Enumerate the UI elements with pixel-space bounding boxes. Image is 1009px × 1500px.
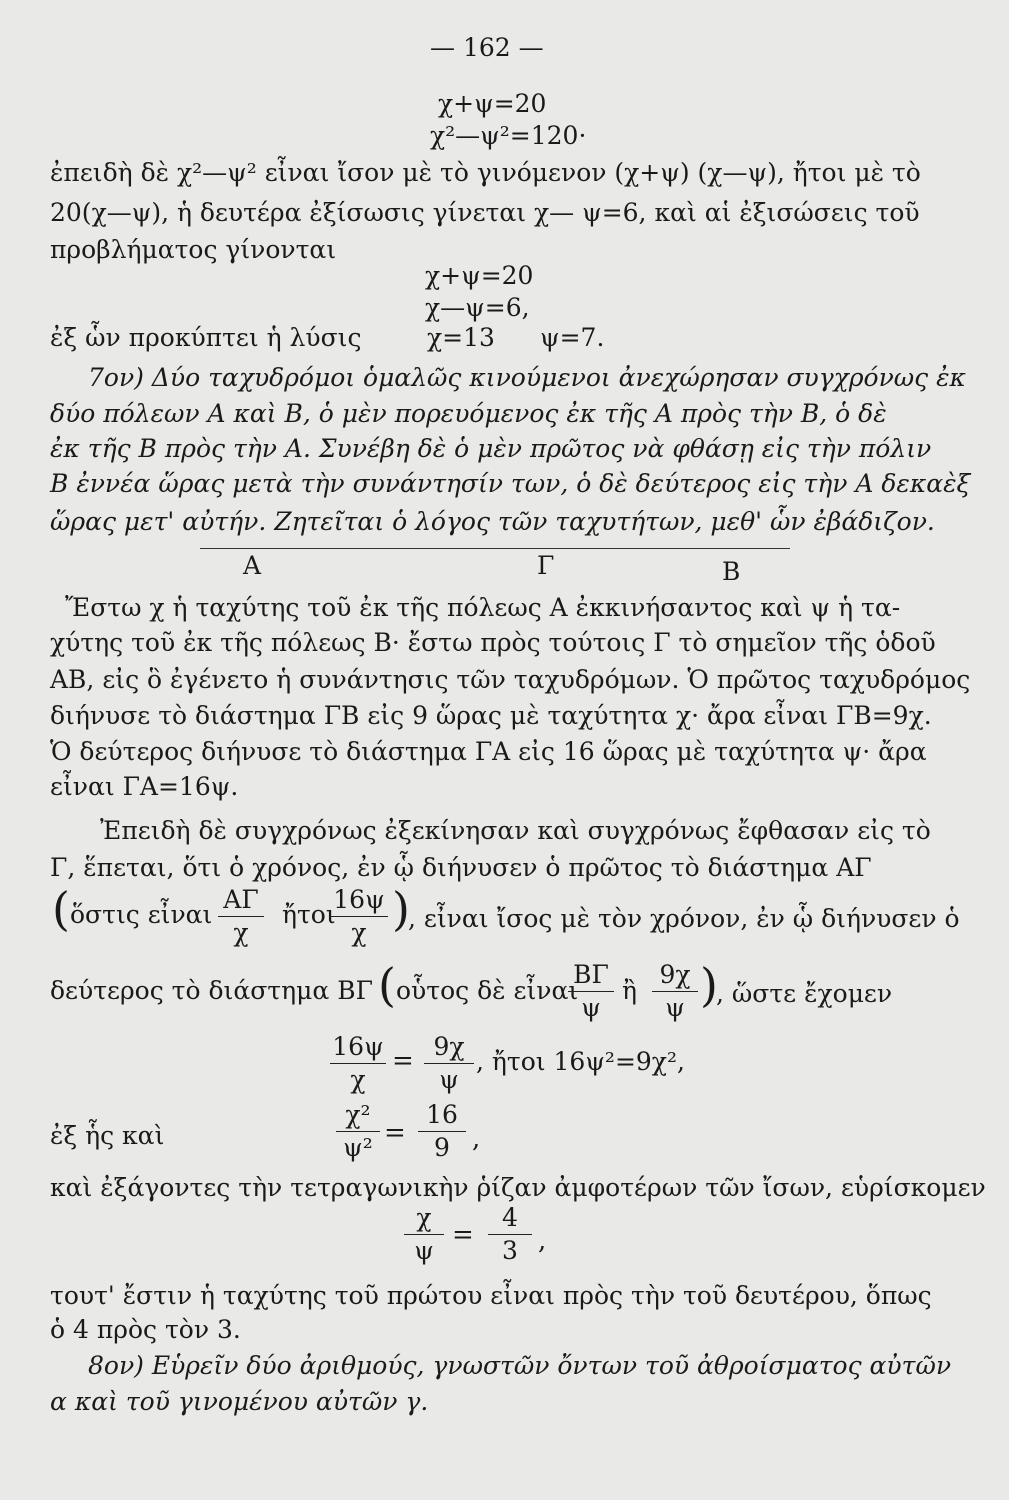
fraction-numerator: 9χ xyxy=(659,960,691,989)
fraction-bar xyxy=(424,1063,474,1064)
solution-y: ψ=7. xyxy=(540,323,605,352)
reasoning-line-3-end: , εἶναι ἴσος μὲ τὸν χρόνον, ἐν ᾧ διήνυσεν ὁ xyxy=(408,904,960,933)
reasoning-line-3-middle: ἤτοι xyxy=(282,900,336,929)
fraction-numerator: 16ψ xyxy=(332,1032,384,1061)
paragraph-1-line-2: 20(χ—ψ), ἡ δευτέρα ἐξίσωσις γίνεται χ— ψ=6, καὶ αἱ ἐξισώσεις τοῦ xyxy=(50,198,920,227)
fraction-denominator: 3 xyxy=(502,1236,518,1265)
fraction-denominator: χ xyxy=(351,918,367,947)
solution-x: χ=13 xyxy=(427,323,495,352)
fraction-bar xyxy=(652,991,698,992)
fraction-9x-over-y xyxy=(652,960,698,1023)
fraction-ag-over-x xyxy=(218,885,264,948)
reasoning-line-3-start: ὅστις εἶναι xyxy=(70,900,213,929)
fraction-numerator: 16 xyxy=(426,1100,458,1129)
solution-paragraph-line-6: εἶναι ΓΑ=16ψ. xyxy=(50,772,239,801)
problem-7-line-2: δύο πόλεων Α καὶ Β, ὁ μὲν πορευόμενος ἐκ τῆς Α πρὸς τὴν Β, ὁ δὲ xyxy=(50,399,887,428)
problem-7-line-1: 7ον) Δύο ταχυδρόμοι ὁμαλῶς κινούμενοι ἀνεχώρησαν συγχρόνως ἐκ xyxy=(88,363,966,392)
close-parenthesis-1: ) xyxy=(392,882,410,936)
fraction-bar xyxy=(404,1234,444,1235)
fraction-bar xyxy=(330,1063,386,1064)
fraction-16y-over-x xyxy=(330,885,388,948)
paragraph-1-line-3: προβλήματος γίνονται xyxy=(50,235,337,264)
solution-paragraph-line-1: Ἔστω χ ἡ ταχύτης τοῦ ἐκ τῆς πόλεως Α ἐκκινήσαντος καὶ ψ ἡ τα- xyxy=(65,593,901,622)
fraction-numerator: 9χ xyxy=(433,1032,465,1061)
equation-1-left-fraction xyxy=(330,1032,386,1095)
fraction-denominator: 9 xyxy=(434,1133,450,1162)
fraction-denominator: ψ xyxy=(439,1065,459,1094)
equation-system-2-line-1: χ+ψ=20 xyxy=(425,261,534,290)
solution-paragraph-line-5: Ὁ δεύτερος διήνυσε τὸ διάστημα ΓΑ εἰς 16 ὥρας μὲ ταχύτητα ψ· ἄρα xyxy=(50,737,927,766)
fraction-numerator: χ xyxy=(416,1203,432,1232)
fraction-denominator: ψ² xyxy=(343,1133,373,1162)
equation-3-right-fraction xyxy=(488,1203,532,1266)
road-point-b-label: Β xyxy=(722,557,741,586)
solution-paragraph-line-2: χύτης τοῦ ἐκ τῆς πόλεως Β· ἔστω πρὸς τούτοις Γ τὸ σημεῖον τῆς ὁδοῦ xyxy=(50,628,936,657)
open-parenthesis-1: ( xyxy=(52,882,70,936)
equation-2-left-fraction xyxy=(336,1100,380,1163)
reasoning-line-4-middle: οὗτος δὲ εἶναι xyxy=(396,976,579,1005)
equation-system-2-line-2: χ—ψ=6, xyxy=(425,293,530,322)
fraction-numerator: ΑΓ xyxy=(223,885,259,914)
equation-2-comma: , xyxy=(472,1124,481,1154)
reasoning-line-4-or: ἢ xyxy=(622,976,637,1005)
open-parenthesis-2: ( xyxy=(378,958,396,1012)
road-diagram-line xyxy=(200,548,790,549)
fraction-numerator: χ² xyxy=(345,1100,371,1129)
solution-paragraph-line-3: ΑΒ, εἰς ὃ ἐγένετο ἡ συνάντησις τῶν ταχυδρόμων. Ὁ πρῶτος ταχυδρόμος xyxy=(50,665,971,694)
equation-2-right-fraction xyxy=(418,1100,466,1163)
road-point-a-label: Α xyxy=(243,551,262,580)
reasoning-line-1: Ἐπειδὴ δὲ συγχρόνως ἐξεκίνησαν καὶ συγχρόνως ἔφθασαν εἰς τὸ xyxy=(100,816,931,845)
problem-8-line-1: 8ον) Εὑρεῖν δύο ἀριθμούς, γνωστῶν ὄντων τοῦ ἀθροίσματος αὐτῶν xyxy=(88,1351,952,1380)
equation-3-equals: = xyxy=(452,1220,474,1250)
fraction-bar xyxy=(218,916,264,917)
reasoning-line-2: Γ, ἕπεται, ὅτι ὁ χρόνος, ἐν ᾧ διήνυσεν ὁ πρῶτος τὸ διάστημα ΑΓ xyxy=(50,853,872,882)
page-number: — 162 — xyxy=(430,33,544,62)
fraction-denominator: ψ xyxy=(414,1236,434,1265)
problem-8-line-2: α καὶ τοῦ γινομένου αὐτῶν γ. xyxy=(50,1387,429,1416)
equation-1-equals: = xyxy=(392,1046,414,1076)
equation-system-1-line-1: χ+ψ=20 xyxy=(438,89,547,118)
fraction-numerator: 16ψ xyxy=(333,885,385,914)
fraction-denominator: χ xyxy=(233,918,249,947)
solution-paragraph-line-4: διήνυσε τὸ διάστημα ΓΒ εἰς 9 ὥρας μὲ ταχύτητα χ· ἄρα εἶναι ΓΒ=9χ. xyxy=(50,701,932,730)
fraction-numerator: 4 xyxy=(502,1203,518,1232)
equation-3-comma: , xyxy=(538,1226,547,1256)
equation-1-tail: , ἤτοι 16ψ²=9χ², xyxy=(476,1047,685,1076)
fraction-denominator: ψ xyxy=(665,993,685,1022)
fraction-bar xyxy=(418,1131,466,1132)
equation-3-left-fraction xyxy=(404,1203,444,1266)
problem-7-line-3: ἐκ τῆς Β πρὸς τὴν Α. Συνέβη δὲ ὁ μὲν πρῶτος νὰ φθάσῃ εἰς τὴν πόλιν xyxy=(50,434,932,463)
fraction-bar xyxy=(488,1234,532,1235)
fraction-denominator: χ xyxy=(350,1065,366,1094)
fraction-bg-over-y xyxy=(568,960,614,1023)
solution-lead-text: ἐξ ὧν προκύπτει ἡ λύσις xyxy=(50,323,362,352)
fraction-bar xyxy=(568,991,614,992)
equation-2-lead: ἐξ ἧς καὶ xyxy=(50,1121,165,1150)
road-point-g-label: Γ xyxy=(537,551,555,580)
conclusion-line-2: ὁ 4 πρὸς τὸν 3. xyxy=(50,1315,241,1344)
paragraph-1-line-1: ἐπειδὴ δὲ χ²—ψ² εἶναι ἴσον μὲ τὸ γινόμενον (χ+ψ) (χ—ψ), ἤτοι μὲ τὸ xyxy=(50,158,921,187)
problem-7-line-5: ὥρας μετ' αὐτήν. Ζητεῖται ὁ λόγος τῶν ταχυτήτων, μεθ' ὧν ἐβάδιζον. xyxy=(50,507,935,536)
close-parenthesis-2: ) xyxy=(700,958,718,1012)
root-paragraph-line-1: καὶ ἐξάγοντες τὴν τετραγωνικὴν ῥίζαν ἀμφοτέρων τῶν ἴσων, εὑρίσκομεν xyxy=(50,1173,986,1202)
equation-2-equals: = xyxy=(384,1118,406,1148)
conclusion-line-1: τουτ' ἔστιν ἡ ταχύτης τοῦ πρώτου εἶναι πρὸς τὴν τοῦ δευτέρου, ὅπως xyxy=(50,1281,932,1310)
problem-7-line-4: Β ἐννέα ὥρας μετὰ τὴν συνάντησίν των, ὁ δὲ δεύτερος εἰς τὴν Α δεκαὲξ xyxy=(50,469,971,498)
reasoning-line-4-end: , ὥστε ἔχομεν xyxy=(716,979,893,1008)
reasoning-line-4-start: δεύτερος τὸ διάστημα ΒΓ xyxy=(50,976,373,1005)
fraction-numerator: ΒΓ xyxy=(573,960,609,989)
equation-1-right-fraction xyxy=(424,1032,474,1095)
fraction-denominator: ψ xyxy=(581,993,601,1022)
fraction-bar xyxy=(336,1131,380,1132)
fraction-bar xyxy=(330,916,388,917)
equation-system-1-line-2: χ²—ψ²=120· xyxy=(430,121,587,150)
